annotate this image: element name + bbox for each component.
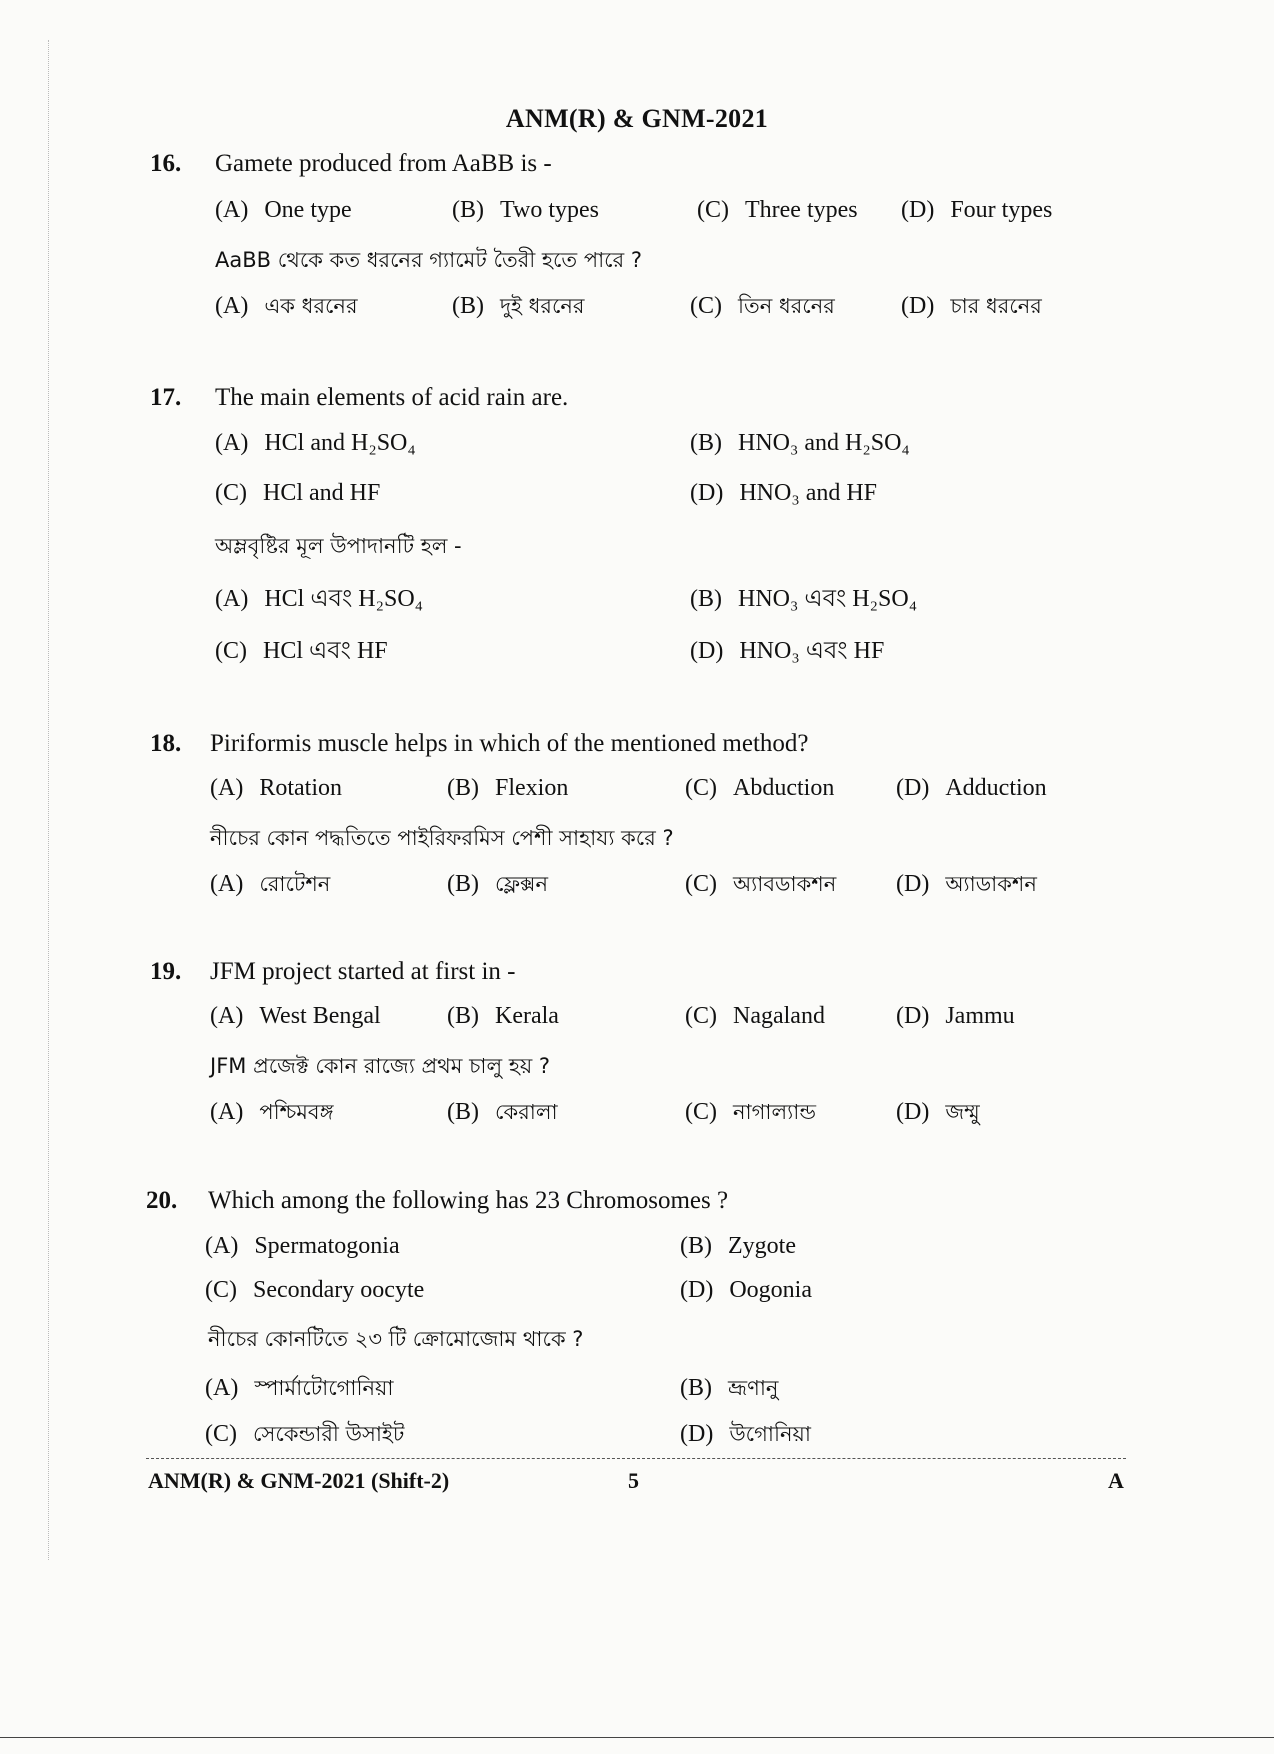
question-number: 17. — [150, 384, 182, 411]
option-a-en: (A) HCl and H₂SO₄ — [215, 430, 416, 456]
option-d-bn: (D) অ্যাডাকশন — [896, 871, 1037, 897]
option-a-bn: (A) পশ্চিমবঙ্গ — [210, 1099, 334, 1125]
option-b-bn: (B) ভ্রূণানু — [680, 1375, 779, 1401]
option-a-en: (A) One type — [215, 197, 352, 223]
question-text-en: Which among the following has 23 Chromosomes ? — [208, 1187, 729, 1214]
option-d-en: (D) Jammu — [896, 1003, 1015, 1029]
question-text-en: Piriformis muscle helps in which of the mentioned method? — [210, 730, 809, 757]
option-a-bn: (A) এক ধরনের — [215, 293, 358, 319]
question-text-bn: AaBB থেকে কত ধরনের গ্যামেট তৈরী হতে পারে ? — [215, 248, 642, 272]
option-c-en: (C) Abduction — [685, 775, 835, 801]
footer-exam-title: ANM(R) & GNM-2021 (Shift-2) — [148, 1468, 450, 1493]
option-d-bn: (D) উগোনিয়া — [680, 1421, 811, 1447]
question-number: 16. — [150, 150, 182, 177]
option-d-bn: (D) চার ধরনের — [901, 293, 1042, 319]
question-text-bn: নীচের কোনটিতে ২৩ টি ক্রোমোজোম থাকে ? — [208, 1327, 584, 1351]
question-number: 20. — [146, 1187, 178, 1214]
option-c-en: (C) HCl and HF — [215, 480, 381, 506]
option-c-bn: (C) অ্যাবডাকশন — [685, 871, 837, 897]
option-d-en: (D) Oogonia — [680, 1277, 812, 1303]
option-b-en: (B) Kerala — [447, 1003, 559, 1029]
option-a-en: (A) Spermatogonia — [205, 1233, 400, 1259]
option-c-bn: (C) নাগাল্যান্ড — [685, 1099, 817, 1125]
option-a-en: (A) Rotation — [210, 775, 342, 801]
question-text-bn: JFM প্রজেক্ট কোন রাজ্যে প্রথম চালু হয় ? — [210, 1054, 551, 1078]
option-c-en: (C) Three types — [697, 197, 858, 223]
question-text-en: Gamete produced from AaBB is - — [215, 150, 552, 177]
scan-bottom-edge — [0, 1737, 1274, 1738]
question-number: 18. — [150, 730, 182, 757]
question-text-en: JFM project started at first in - — [210, 958, 516, 985]
option-c-en: (C) Secondary oocyte — [205, 1277, 425, 1303]
page-number: 5 — [628, 1468, 639, 1493]
option-b-en: (B) Flexion — [447, 775, 569, 801]
option-d-en: (D) Four types — [901, 197, 1053, 223]
option-c-bn: (C) HCl এবং HF — [215, 638, 388, 664]
option-c-en: (C) Nagaland — [685, 1003, 825, 1029]
option-b-bn: (B) HNO₃ এবং H₂SO₄ — [690, 586, 918, 612]
question-set-letter: A — [1108, 1468, 1124, 1493]
option-a-bn: (A) রোটেশন — [210, 871, 331, 897]
option-b-en: (B) Two types — [452, 197, 599, 223]
page-header: ANM(R) & GNM-2021 — [505, 104, 769, 133]
option-b-bn: (B) কেরালা — [447, 1099, 558, 1125]
option-a-en: (A) West Bengal — [210, 1003, 381, 1029]
question-text-bn: নীচের কোন পদ্ধতিতে পাইরিফরমিস পেশী সাহায্য করে ? — [210, 826, 674, 850]
option-d-bn: (D) জম্মু — [896, 1099, 980, 1125]
option-b-en: (B) HNO₃ and H₂SO₄ — [690, 430, 910, 456]
question-text-en: The main elements of acid rain are. — [215, 384, 569, 411]
question-number: 19. — [150, 958, 182, 985]
option-a-bn: (A) স্পার্মাটোগোনিয়া — [205, 1375, 394, 1401]
option-d-en: (D) Adduction — [896, 775, 1047, 801]
option-d-bn: (D) HNO₃ এবং HF — [690, 638, 885, 664]
option-c-bn: (C) তিন ধরনের — [690, 293, 835, 319]
footer-divider — [146, 1458, 1126, 1459]
option-c-bn: (C) সেকেন্ডারী উসাইট — [205, 1421, 405, 1447]
option-b-bn: (B) ফ্লেক্সন — [447, 871, 549, 897]
option-a-bn: (A) HCl এবং H₂SO₄ — [215, 586, 424, 612]
question-text-bn: অম্লবৃষ্টির মূল উপাদানটি হল - — [215, 534, 462, 558]
scan-margin-mark — [48, 40, 50, 1560]
option-d-en: (D) HNO₃ and HF — [690, 480, 878, 506]
option-b-en: (B) Zygote — [680, 1233, 796, 1259]
option-b-bn: (B) দুই ধরনের — [452, 293, 585, 319]
